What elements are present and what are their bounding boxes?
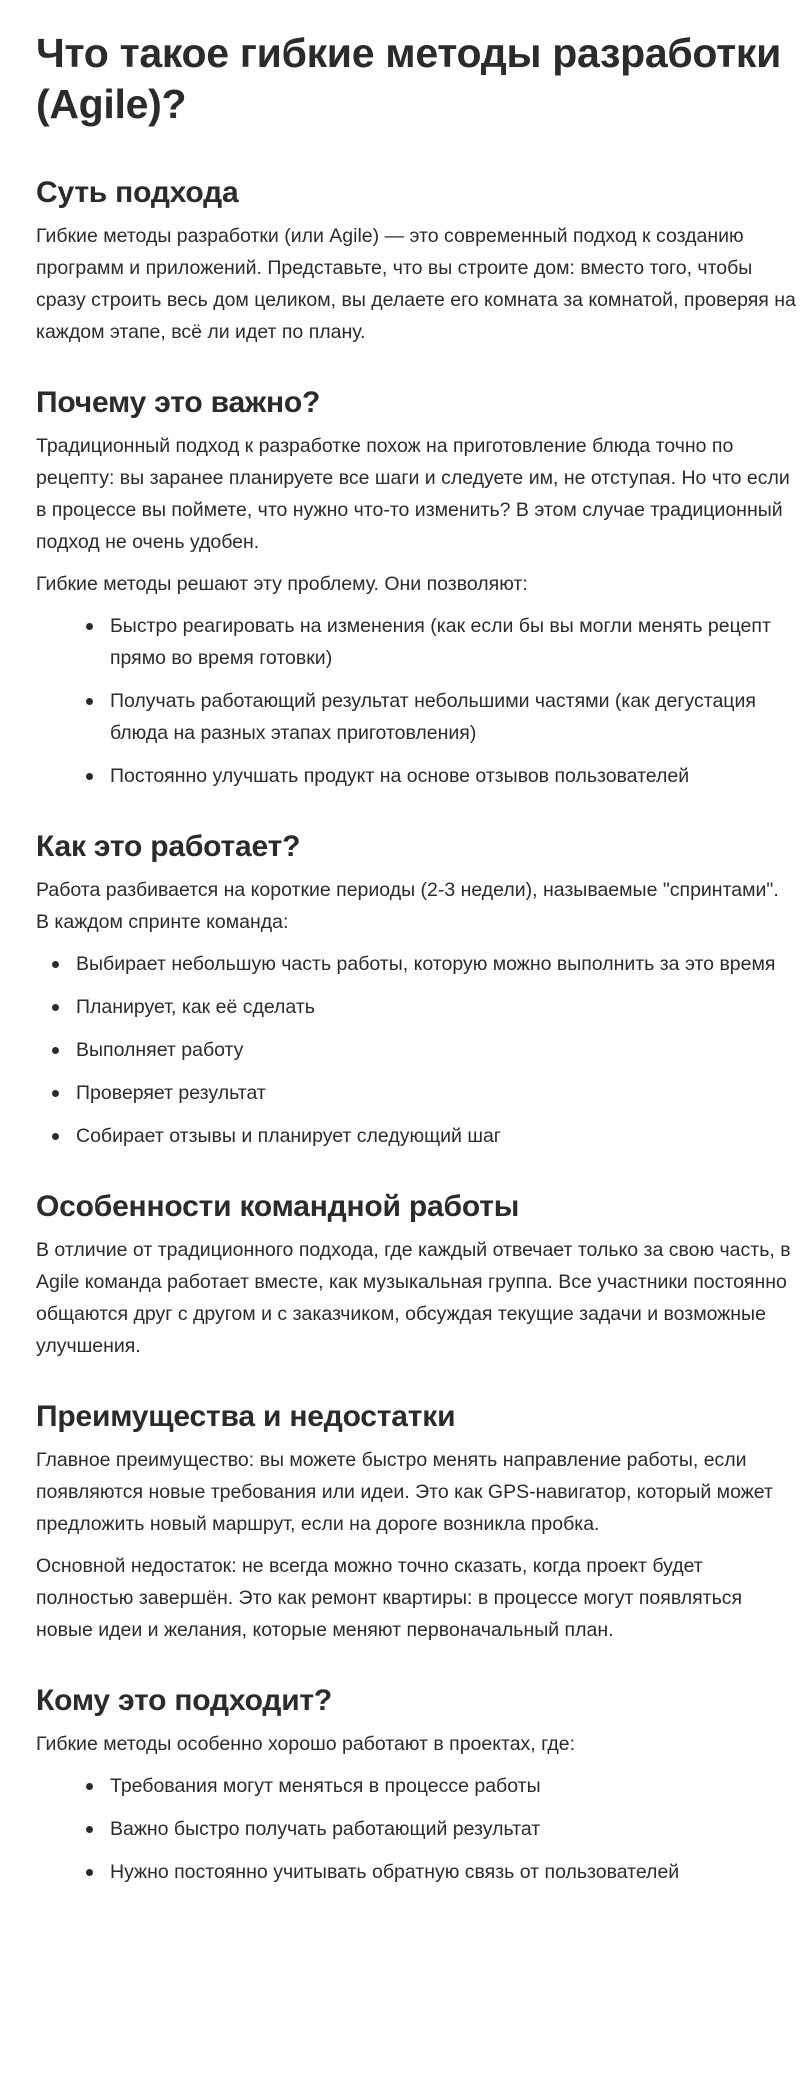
section-heading: Как это работает?: [36, 830, 301, 863]
section-essence: [36, 174, 797, 348]
list-item: Нужно постоянно учитывать обратную связь от пользователей: [110, 1856, 797, 1888]
list-item: Планирует, как её сделать: [76, 991, 797, 1023]
list-item: Быстро реагировать на изменения (как если бы вы могли менять рецепт прямо во время готовки): [110, 610, 797, 674]
section-who-fits: [36, 1682, 797, 1888]
section-why-important: [36, 384, 797, 792]
paragraph: Гибкие методы решают эту проблему. Они позволяют:: [36, 573, 528, 595]
paragraph: Традиционный подход к разработке похож на приготовление блюда точно по рецепту: вы заранее планируете все шаги и следуете им, не отступая. Но что если в процессе вы поймете, что нужно что-то изменить? В этом случае традиционный подход не очень удобен.: [36, 435, 790, 553]
section-heading: Особенности командной работы: [36, 1190, 520, 1223]
section-heading: Суть подхода: [36, 176, 239, 209]
list-item: Требования могут меняться в процессе работы: [110, 1770, 797, 1802]
list-item: Получать работающий результат небольшими частями (как дегустация блюда на разных этапах приготовления): [110, 685, 797, 749]
paragraph: Гибкие методы разработки (или Agile) — это современный подход к созданию программ и приложений. Представьте, что вы строите дом: вместо того, чтобы сразу строить весь дом целиком, вы делаете его комната за комнатой, проверяя на каждом этапе, всё ли идет по плану.: [36, 225, 796, 343]
paragraph: Основной недостаток: не всегда можно точно сказать, когда проект будет полностью завершён. Это как ремонт квартиры: в процессе могут появляться новые идеи и желания, которые меняют первоначальный план.: [36, 1555, 743, 1641]
paragraph: Гибкие методы особенно хорошо работают в проектах, где:: [36, 1733, 576, 1755]
list-item: Выбирает небольшую часть работы, которую можно выполнить за это время: [76, 948, 797, 980]
section-teamwork: [36, 1188, 797, 1362]
list-item: Постоянно улучшать продукт на основе отзывов пользователей: [110, 760, 797, 792]
page-title: Что такое гибкие методы разработки (Agile)?: [36, 30, 781, 127]
section-pros-cons: [36, 1398, 797, 1646]
section-how-it-works: [36, 828, 797, 1152]
paragraph: В отличие от традиционного подхода, где каждый отвечает только за свою часть, в Agile команда работает вместе, как музыкальная группа. Все участники постоянно общаются друг с другом и с заказчиком, обсуждая текущие задачи и возможные улучшения.: [36, 1239, 791, 1357]
section-heading: Почему это важно?: [36, 386, 321, 419]
list-item: Собирает отзывы и планирует следующий шаг: [76, 1120, 797, 1152]
list-item: Проверяет результат: [76, 1077, 797, 1109]
bullet-list: [36, 610, 797, 792]
section-heading: Кому это подходит?: [36, 1684, 333, 1717]
bullet-list: [36, 948, 797, 1152]
paragraph: Работа разбивается на короткие периоды (2-3 недели), называемые "спринтами". В каждом спринте команда:: [36, 879, 779, 933]
list-item: Важно быстро получать работающий результат: [110, 1813, 797, 1845]
bullet-list: [36, 1770, 797, 1888]
list-item: Выполняет работу: [76, 1034, 797, 1066]
section-heading: Преимущества и недостатки: [36, 1400, 456, 1433]
paragraph: Главное преимущество: вы можете быстро менять направление работы, если появляются новые требования или идеи. Это как GPS-навигатор, который может предложить новый маршрут, если на дороге возникла пробка.: [36, 1449, 773, 1535]
